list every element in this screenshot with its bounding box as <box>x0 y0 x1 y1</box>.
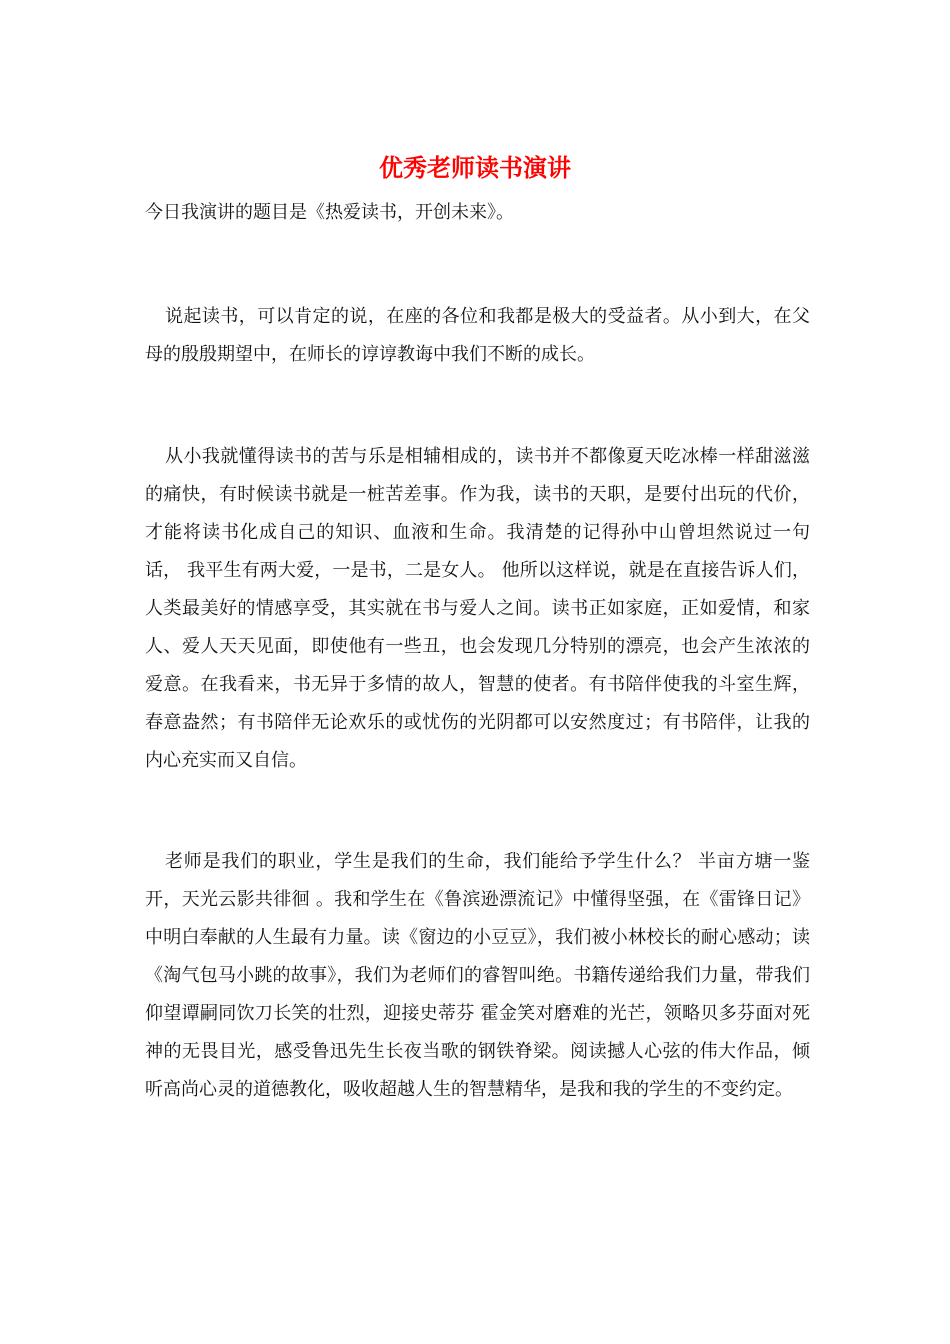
paragraph-3: 老师是我们的职业，学生是我们的生命，我们能给予学生什么？ 半亩方塘一鉴开，天光云影共徘徊 。我和学生在《鲁滨逊漂流记》中懂得坚强，在《雷锋日记》中明白奉献的人生最有力量。读《窗边的小豆豆》，我们被小林校长的耐心感动；读《淘气包马小跳的故事》，我们为老师们的睿智叫绝。书籍传递给我们力量，带我们仰望谭嗣同饮刀长笑的壮烈，迎接史蒂芬 霍金笑对磨难的光芒，领略贝多芬面对死神的无畏目光，感受鲁迅先生长夜当歌的钢铁脊梁。阅读撼人心弦的伟大作品，倾听高尚心灵的道德教化，吸收超越人生的智慧精华，是我和我的学生的不变约定。 <box>145 851 810 1100</box>
paragraph-2: 从小我就懂得读书的苦与乐是相辅相成的，读书并不都像夏天吃冰棒一样甜滋滋的痛快，有时候读书就是一桩苦差事。作为我，读书的天职，是要付出玩的代价，才能将读书化成自己的知识、血液和生命。我清楚的记得孙中山曾坦然说过一句话， 我平生有两大爱，一是书，二是女人。 他所以这样说，就是在直接告诉人们，人类最美好的情感享受，其实就在书与爱人之间。读书正如家庭，正如爱情，和家人、爱人天天见面，即使他有一些丑，也会发现几分特别的漂亮，也会产生浓浓的爱意。在我看来，书无异于多情的故人，智慧的使者。有书陪伴使我的斗室生辉，春意盎然；有书陪伴无论欢乐的或忧伤的光阴都可以安然度过；有书陪伴，让我的内心充实而又自信。 <box>145 446 810 771</box>
intro-line: 今日我演讲的题目是《热爱读书，开创未来》。 <box>145 202 514 223</box>
paragraph-1: 说起读书，可以肯定的说，在座的各位和我都是极大的受益者。从小到大，在父母的殷殷期望中，在师长的谆谆教诲中我们不断的成长。 <box>145 306 810 365</box>
document-title: 优秀老师读书演讲 <box>379 153 571 182</box>
